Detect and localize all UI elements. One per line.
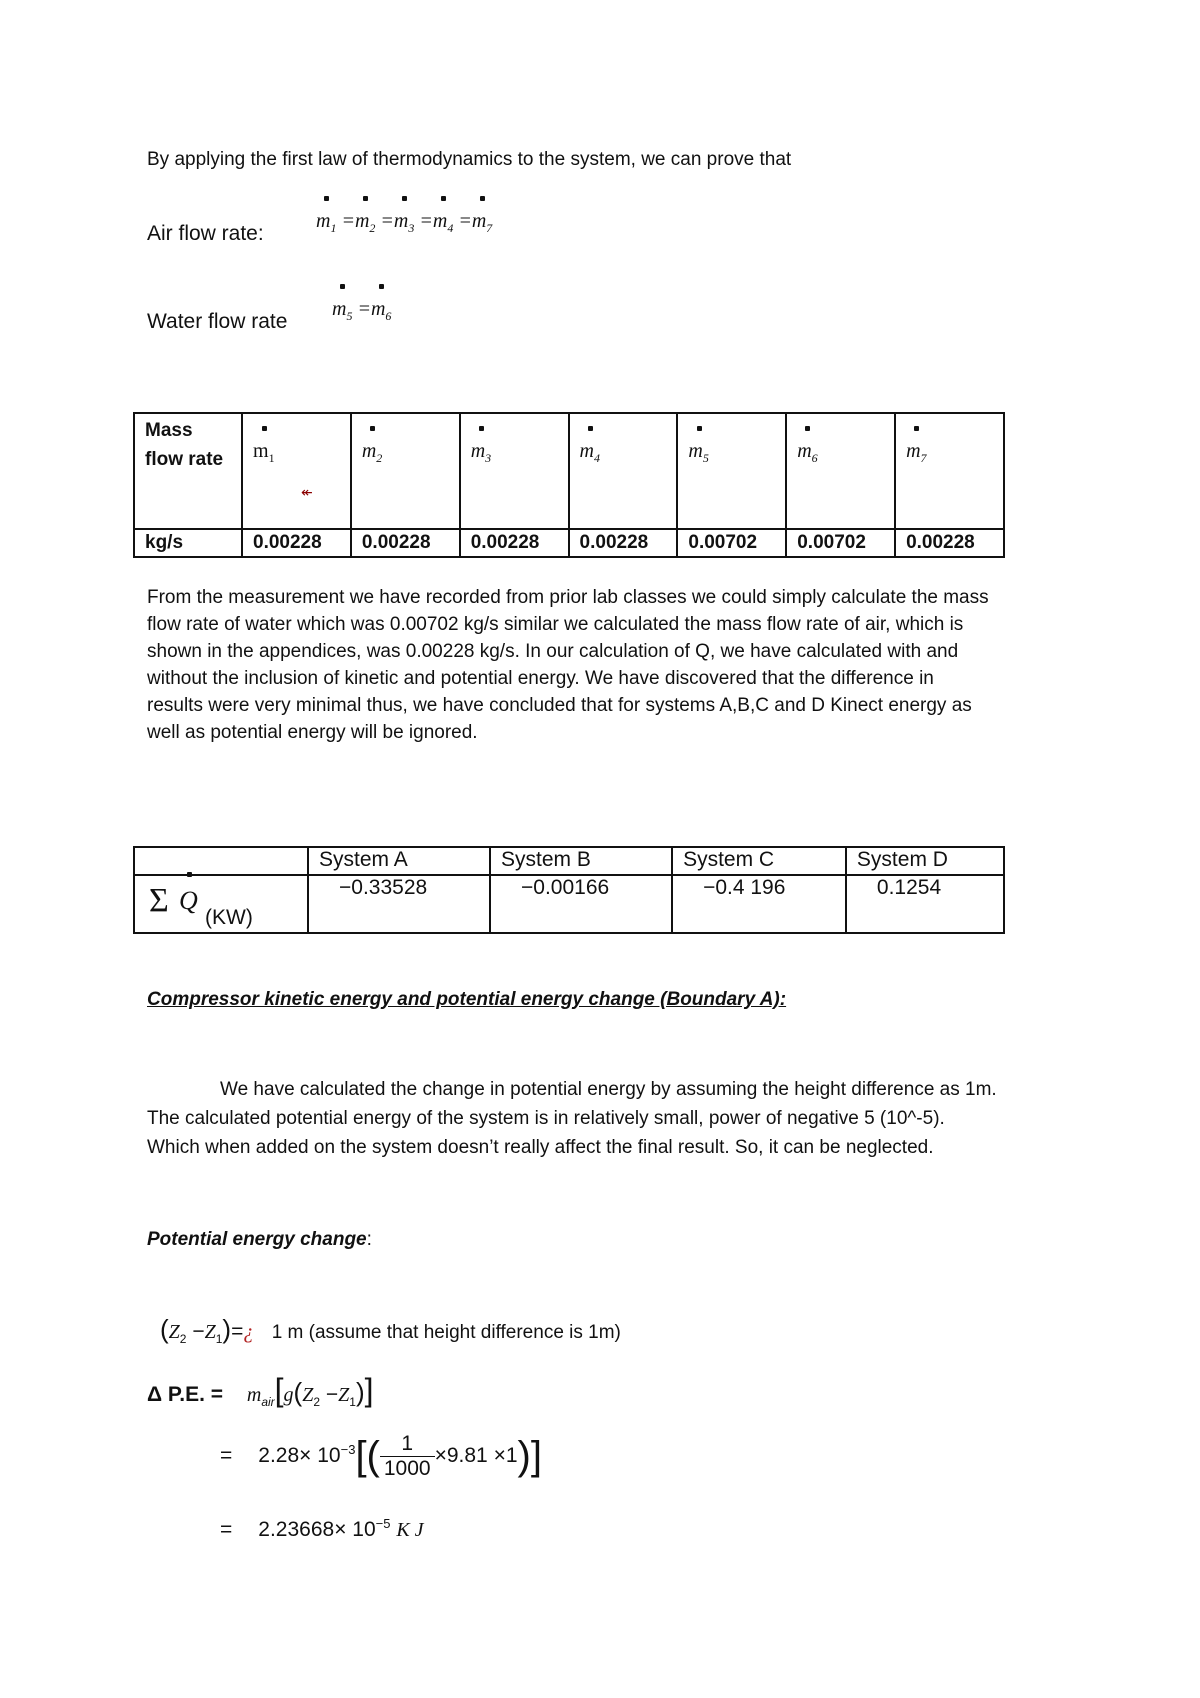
mass-flow-value: 0.00228 [460, 529, 569, 557]
eq3-denominator: 1000 [383, 1457, 431, 1480]
equation-pe-substitution: = $2.28\times 10^{-3}$[( $\frac{1}{1000}$ ×9.81 ×1)] [220, 1432, 542, 1480]
eq4-unit: K J [396, 1519, 424, 1541]
heading-text: Potential energy change [147, 1229, 367, 1250]
water-flow-equation: $m_5 =m_6$ [332, 298, 392, 323]
water-flow-label: Water flow rate [147, 310, 288, 333]
equation-pe-formula: Δ P.E. = $m_{air}[g(Z_2 -Z_1)]$ [147, 1372, 374, 1410]
eq3-numerator: 1 [380, 1432, 435, 1457]
red-glyph: ¿ [243, 1319, 254, 1343]
mass-flow-row-label: Mass flow rate [134, 413, 242, 529]
heat-system-name: System B [490, 847, 672, 875]
eq3-g: 9.81 [446, 1444, 488, 1468]
heading-potential-energy-change [147, 1226, 372, 1253]
heat-system-name: System A [308, 847, 490, 875]
equation-height-difference: ($Z_2$ $-Z_1)=¿$ 1 m (assume that height difference is 1m) [160, 1314, 621, 1347]
paragraph-line: We have calculated the change in potential energy by assuming the height difference as 1m. [220, 1079, 997, 1100]
heading-compressor: Compressor kinetic energy and potential energy change (Boundary A): [147, 989, 787, 1010]
air-flow-equation: $m_1 =m_2 =m_3 =m_4 =m_7$ [316, 210, 493, 235]
paragraph-line: flow rate of water which was 0.00702 kg/s similar we calculated the mass flow rate of air, which is [147, 614, 964, 635]
eq4-coef: 2.23668 [258, 1518, 335, 1541]
paragraph-line: without the inclusion of kinetic and potential energy. We have discovered that the difference in [147, 668, 934, 689]
mass-flow-symbol-7: $m_7$ [895, 413, 1004, 529]
heat-value: 0.1254 [846, 875, 1004, 933]
mass-flow-symbol-2: $m_2$ [351, 413, 460, 529]
paragraph-potential-energy [147, 1075, 1077, 1162]
paragraph-line: well as potential energy will be ignored. [147, 722, 478, 743]
mass-flow-table [133, 412, 1005, 558]
mass-flow-value: 0.00702 [786, 529, 895, 557]
eq4-exp: −5 [375, 1516, 391, 1531]
mass-flow-symbol-5: $m_5$ [677, 413, 786, 529]
eq3-coef: 2.28 [258, 1444, 300, 1468]
q-dot-symbol: Q [179, 886, 198, 915]
mass-flow-symbol-6: $m_6$ [786, 413, 895, 529]
heat-unit-label: (KW) [205, 906, 253, 929]
heat-header-row [134, 847, 1004, 875]
mass-flow-value: 0.00702 [677, 529, 786, 557]
paragraph-line: Which when added on the system doesn’t really affect the final result. So, it can be neglected. [147, 1137, 934, 1158]
eq3-h: 1 [505, 1444, 518, 1468]
mass-flow-value: 0.00228 [895, 529, 1004, 557]
paragraph-line: shown in the appendices, was 0.00228 kg/s. In our calculation of Q, we have calculated with and [147, 641, 959, 662]
eq3-exp: −3 [340, 1442, 356, 1458]
mass-flow-header-row [134, 413, 1004, 529]
mass-flow-symbol-1: $m_1$ ↞ [242, 413, 351, 529]
mass-flow-unit-label: kg/s [134, 529, 242, 557]
paragraph-line: The calculated potential energy of the system is in relatively small, power of negative 5 (10^-5). [147, 1108, 945, 1129]
heat-system-name: System D [846, 847, 1004, 875]
heat-value: −0.00166 [490, 875, 672, 933]
mass-flow-value: 0.00228 [242, 529, 351, 557]
mass-flow-symbol-3: $m_3$ [460, 413, 569, 529]
paragraph-line: results were very minimal thus, we have concluded that for systems A,B,C and D Kinect energy as [147, 695, 972, 716]
heat-corner-cell [134, 847, 308, 875]
heading-colon: : [366, 1229, 372, 1250]
sigma-symbol: Σ [149, 882, 169, 919]
mass-flow-symbol-4: $m_4$ [569, 413, 678, 529]
heat-row-label-cell [134, 875, 308, 933]
equation-pe-result: = $2.23668\times 10^{-5}$ K J [220, 1516, 424, 1541]
intro-text: By applying the first law of thermodynamics to the system, we can prove that [147, 149, 792, 170]
mass-flow-value: 0.00228 [351, 529, 460, 557]
mass-flow-value-row [134, 529, 1004, 557]
paragraph-mass-flow [147, 584, 1067, 746]
heat-value: −0.4 196 [672, 875, 846, 933]
eq2-label: Δ P.E. = [147, 1383, 224, 1406]
paragraph-line: From the measurement we have recorded from prior lab classes we could simply calculate the mass [147, 587, 989, 608]
air-flow-label: Air flow rate: [147, 222, 264, 245]
heat-value-row [134, 875, 1004, 933]
heat-system-name: System C [672, 847, 846, 875]
heat-value: −0.33528 [308, 875, 490, 933]
height-note: 1 m (assume that height difference is 1m) [271, 1322, 621, 1343]
heat-table [133, 846, 1005, 934]
mass-flow-value: 0.00228 [569, 529, 678, 557]
